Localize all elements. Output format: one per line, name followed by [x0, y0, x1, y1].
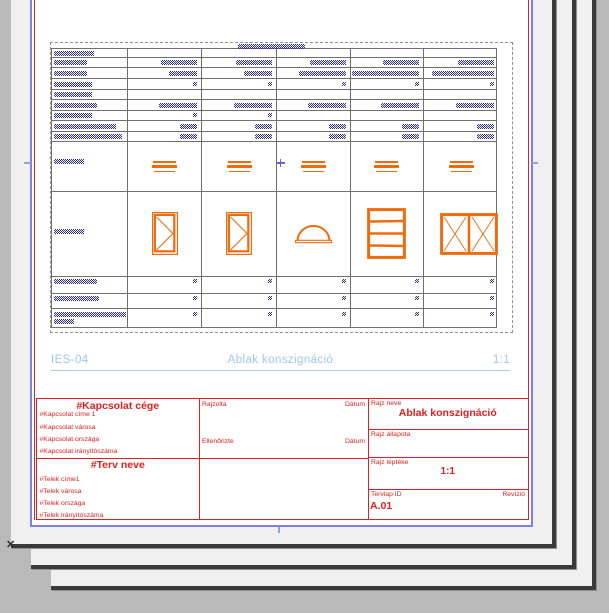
arched-window-elevation-icon	[295, 224, 332, 244]
table-cell	[424, 132, 498, 142]
table-cell	[128, 111, 202, 121]
placeholder-text-block	[299, 71, 346, 76]
hotspot-cross-icon[interactable]	[277, 159, 285, 167]
table-cell	[52, 121, 128, 130]
drawing-id-text[interactable]: IES-04	[51, 354, 89, 366]
table-row	[52, 100, 496, 111]
table-cell	[52, 142, 128, 191]
table-cell	[277, 121, 351, 130]
table-cell	[202, 68, 277, 78]
table-cell	[424, 90, 498, 99]
table-cell	[52, 277, 128, 293]
table-cell	[128, 79, 202, 89]
table-cell	[277, 142, 351, 191]
table-cell	[351, 111, 425, 121]
double-casement-elevation-icon	[440, 213, 498, 255]
placeholder-text-block	[54, 279, 97, 284]
table-cell	[277, 68, 351, 78]
placeholder-text-block	[490, 279, 494, 283]
table-cell	[351, 132, 425, 142]
table-cell	[424, 68, 498, 78]
table-row	[52, 309, 496, 328]
site-address-line: #Telek országa	[39, 500, 86, 507]
table-cell	[277, 192, 351, 276]
table-cell	[351, 68, 425, 78]
placeholder-text-block	[180, 124, 197, 129]
table-cell	[202, 309, 277, 328]
placeholder-text-block	[54, 92, 92, 97]
table-cell	[277, 100, 351, 110]
title-block[interactable]	[36, 398, 529, 520]
table-cell	[52, 192, 128, 276]
site-address-line: #Telek címe1	[39, 476, 80, 483]
placeholder-text-block	[255, 134, 272, 139]
table-cell	[52, 90, 128, 99]
placeholder-text-block	[180, 134, 197, 139]
margin-center-tick-left	[24, 162, 31, 164]
table-cell	[128, 192, 202, 276]
placeholder-text-block	[415, 296, 419, 300]
table-cell	[128, 309, 202, 328]
placeholder-text-block	[342, 296, 346, 300]
placeholder-text-block	[193, 312, 197, 316]
casement-window-elevation-icon	[226, 212, 252, 255]
sheet-id-value: A.01	[370, 500, 393, 512]
table-cell	[52, 294, 128, 309]
placeholder-text-block	[54, 124, 116, 129]
placeholder-text-block	[342, 312, 346, 316]
placeholder-text-block	[402, 134, 419, 139]
table-row	[52, 294, 496, 310]
table-row	[52, 192, 496, 277]
placeholder-text-block	[310, 60, 346, 65]
table-row	[52, 142, 496, 192]
table-row	[52, 111, 496, 122]
placeholder-text-block	[477, 124, 494, 129]
table-cell	[277, 58, 351, 68]
titleblock-hline-r2	[368, 457, 529, 458]
table-row	[52, 49, 496, 58]
placeholder-text-block	[244, 71, 272, 76]
table-cell	[351, 100, 425, 110]
table-cell	[424, 58, 498, 68]
table-cell	[202, 58, 277, 68]
table-row	[52, 68, 496, 79]
placeholder-text-block	[456, 103, 494, 108]
window-plan-symbol	[374, 161, 399, 171]
table-cell	[277, 294, 351, 309]
placeholder-text-block	[159, 103, 197, 108]
table-cell	[128, 132, 202, 142]
placeholder-text-block	[193, 82, 197, 86]
table-cell	[351, 309, 425, 328]
table-cell	[128, 121, 202, 130]
placeholder-text-block	[490, 296, 494, 300]
table-cell	[202, 49, 277, 57]
placeholder-text-block	[54, 134, 122, 139]
placeholder-text-block	[193, 296, 197, 300]
company-address-line: #Kapcsolat irányítószáma	[39, 448, 118, 455]
table-cell	[202, 100, 277, 110]
table-cell	[128, 142, 202, 191]
drawing-scale-value: 1:1	[440, 466, 455, 477]
table-cell	[424, 79, 498, 89]
table-cell	[277, 111, 351, 121]
table-cell	[202, 294, 277, 309]
table-cell	[424, 294, 498, 309]
placeholder-text-block	[352, 71, 419, 76]
table-cell	[128, 277, 202, 293]
table-row	[52, 58, 496, 69]
table-cell	[277, 277, 351, 293]
table-cell	[202, 192, 277, 276]
placeholder-text-block	[238, 44, 305, 50]
table-row	[52, 79, 496, 90]
margin-center-tick-right	[532, 162, 539, 164]
casement-window-elevation-icon	[152, 212, 178, 255]
checked-date-label: Dátum	[344, 437, 365, 445]
placeholder-text-block	[268, 312, 272, 316]
placeholder-text-block	[268, 82, 272, 86]
table-cell	[52, 111, 128, 121]
table-row	[52, 277, 496, 294]
table-cell	[202, 277, 277, 293]
table-cell	[424, 192, 498, 276]
table-cell	[351, 58, 425, 68]
placeholder-text-block	[329, 134, 346, 139]
placeholder-text-block	[268, 279, 272, 283]
table-cell	[351, 192, 425, 276]
table-cell	[52, 309, 128, 328]
placeholder-text-block	[477, 134, 494, 139]
margin-center-tick-bottom	[278, 527, 280, 534]
placeholder-text-block	[161, 60, 197, 65]
table-cell	[277, 49, 351, 57]
drawing-name-text[interactable]: Ablak konszignáció	[227, 354, 334, 366]
placeholder-text-block	[458, 60, 494, 65]
placeholder-text-block	[54, 319, 74, 324]
table-cell	[52, 68, 128, 78]
drawing-status-label: Rajz állapota	[371, 431, 411, 438]
company-address-line: #Kapcsolat városa	[39, 423, 96, 431]
placeholder-text-block	[329, 124, 346, 129]
placeholder-text-block	[415, 82, 419, 86]
company-name-heading: #Kapcsolat cége	[76, 399, 160, 412]
table-cell	[128, 100, 202, 110]
placeholder-text-block	[308, 103, 346, 108]
table-cell	[277, 132, 351, 142]
placeholder-text-block	[383, 60, 419, 65]
drawing-name-label: Rajz neve	[371, 399, 402, 407]
placeholder-text-block	[255, 124, 272, 129]
placeholder-text-block	[54, 51, 94, 56]
table-row	[52, 121, 496, 131]
table-cell	[424, 100, 498, 110]
placeholder-text-block	[54, 60, 87, 65]
site-address-line: #Telek irányítószáma	[39, 511, 104, 519]
table-cell	[128, 294, 202, 309]
table-cell	[128, 68, 202, 78]
placeholder-text-block	[54, 296, 99, 301]
drawn-date-label: Dátum	[344, 401, 365, 408]
table-cell	[424, 121, 498, 130]
placeholder-text-block	[54, 113, 92, 118]
placeholder-text-block	[402, 124, 419, 129]
table-cell	[128, 90, 202, 99]
sheet-id-label: Tervlap ID	[371, 490, 402, 498]
print-boundary-left	[34, 0, 35, 520]
window-plan-symbol	[449, 161, 474, 171]
table-cell	[52, 49, 128, 57]
table-cell	[351, 79, 425, 89]
table-row	[52, 90, 496, 100]
placeholder-text-block	[415, 312, 419, 316]
table-cell	[52, 79, 128, 89]
drawing-title-underline	[51, 370, 510, 371]
table-cell	[202, 121, 277, 130]
table-cell	[202, 111, 277, 121]
placeholder-text-block	[193, 279, 197, 283]
table-cell	[202, 142, 277, 191]
table-cell	[351, 294, 425, 309]
table-cell	[52, 58, 128, 68]
placeholder-text-block	[54, 103, 97, 108]
placeholder-text-block	[169, 71, 197, 76]
placeholder-text-block	[490, 82, 494, 86]
placeholder-text-block	[268, 113, 272, 117]
placeholder-text-block	[54, 229, 84, 234]
table-cell	[351, 142, 425, 191]
table-cell	[351, 90, 425, 99]
drawing-scale-text[interactable]: 1:1	[492, 354, 510, 366]
window-plan-symbol	[227, 161, 252, 171]
table-cell	[351, 277, 425, 293]
checked-by-label: Ellenőrizte	[202, 437, 234, 445]
table-cell	[351, 49, 425, 57]
placeholder-text-block	[381, 103, 419, 108]
louver-shutter-elevation-icon	[367, 208, 406, 259]
placeholder-text-block	[490, 312, 494, 316]
table-row	[52, 132, 496, 143]
table-cell	[277, 90, 351, 99]
drawing-name-value: Ablak konszignáció	[398, 407, 497, 419]
table-cell	[52, 132, 128, 142]
table-cell	[128, 58, 202, 68]
table-cell	[424, 49, 498, 57]
revision-label: Revízió	[502, 490, 525, 498]
table-cell	[202, 79, 277, 89]
placeholder-text-block	[432, 71, 494, 76]
drawn-by-label: Rajzolta	[202, 401, 227, 408]
placeholder-text-block	[54, 71, 87, 76]
placeholder-text-block	[193, 113, 197, 117]
titleblock-hline-r1	[368, 429, 529, 430]
table-cell	[424, 111, 498, 121]
placeholder-text-block	[268, 296, 272, 300]
table-cell	[424, 309, 498, 328]
window-plan-symbol	[152, 161, 177, 171]
table-cell	[202, 90, 277, 99]
table-cell	[424, 277, 498, 293]
site-address-line: #Telek városa	[39, 488, 82, 495]
company-address-line: #Kapcsolat országa	[39, 436, 100, 443]
table-cell	[52, 100, 128, 110]
placeholder-text-block	[415, 279, 419, 283]
table-cell	[128, 49, 202, 57]
table-cell	[277, 309, 351, 328]
window-plan-symbol	[301, 161, 326, 171]
placeholder-text-block	[54, 82, 92, 87]
consignation-table	[51, 48, 497, 328]
close-marker-icon[interactable]: ✕	[6, 539, 16, 551]
drawing-scale-label: Rajz léptéke	[371, 459, 409, 466]
table-cell	[277, 79, 351, 89]
table-cell	[202, 132, 277, 142]
table-cell	[351, 121, 425, 130]
project-name-heading: #Terv neve	[90, 459, 145, 471]
placeholder-text-block	[54, 159, 84, 164]
placeholder-text-block	[236, 60, 272, 65]
placeholder-text-block	[54, 312, 126, 317]
table-cell	[424, 142, 498, 191]
placeholder-text-block	[234, 103, 272, 108]
placeholder-text-block	[342, 82, 346, 86]
placeholder-text-block	[342, 279, 346, 283]
company-address-line: #Kapcsolat címe 1	[39, 411, 96, 418]
